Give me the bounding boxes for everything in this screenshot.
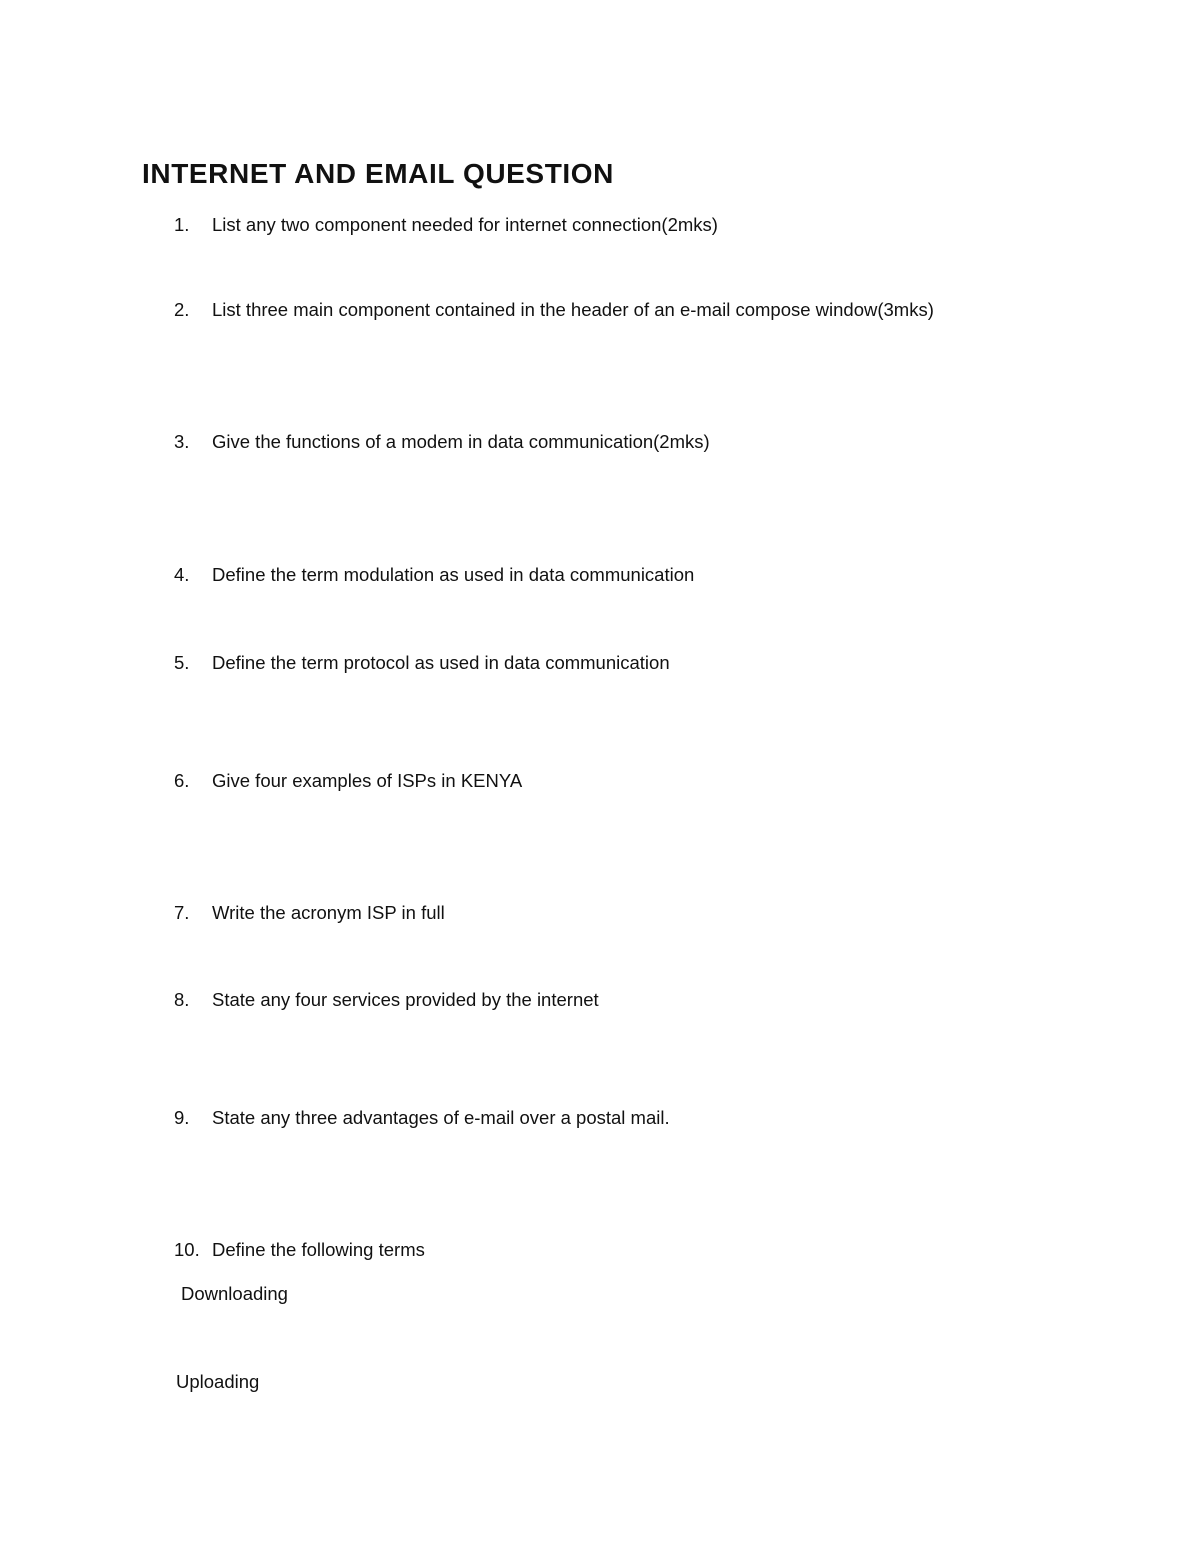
question-text: Give four examples of ISPs in KENYA [212, 770, 523, 791]
question-text: Write the acronym ISP in full [212, 902, 445, 923]
question-7 [174, 901, 445, 925]
question-3 [174, 430, 710, 454]
question-1 [174, 213, 718, 237]
question-number: 7. [174, 902, 190, 923]
question-text: List three main component contained in the header of an e-mail compose window(3mks) [212, 299, 934, 320]
question-text: State any four services provided by the internet [212, 989, 599, 1010]
question-9 [174, 1106, 670, 1130]
question-5 [174, 651, 670, 675]
question-text: Give the functions of a modem in data communication(2mks) [212, 431, 710, 452]
question-6 [174, 769, 522, 793]
question-number: 4. [174, 564, 190, 585]
question-text: Define the term protocol as used in data communication [212, 652, 670, 673]
question-text: Define the following terms [212, 1239, 425, 1260]
question-number: 1. [174, 214, 190, 235]
question-number: 9. [174, 1107, 190, 1128]
question-2 [174, 298, 934, 322]
question-4 [174, 563, 694, 587]
question-text: State any three advantages of e-mail over a postal mail. [212, 1107, 670, 1128]
term-downloading: Downloading [181, 1283, 288, 1304]
question-text: Define the term modulation as used in data communication [212, 564, 695, 585]
question-number: 3. [174, 431, 190, 452]
question-10 [174, 1238, 425, 1262]
page-title: INTERNET AND EMAIL QUESTION [142, 158, 614, 189]
question-number: 8. [174, 989, 190, 1010]
question-number: 10. [174, 1239, 200, 1260]
question-number: 6. [174, 770, 190, 791]
question-number: 5. [174, 652, 190, 673]
question-text: List any two component needed for internet connection(2mks) [212, 214, 718, 235]
question-8 [174, 988, 599, 1012]
term-uploading: Uploading [176, 1371, 260, 1392]
question-number: 2. [174, 299, 190, 320]
